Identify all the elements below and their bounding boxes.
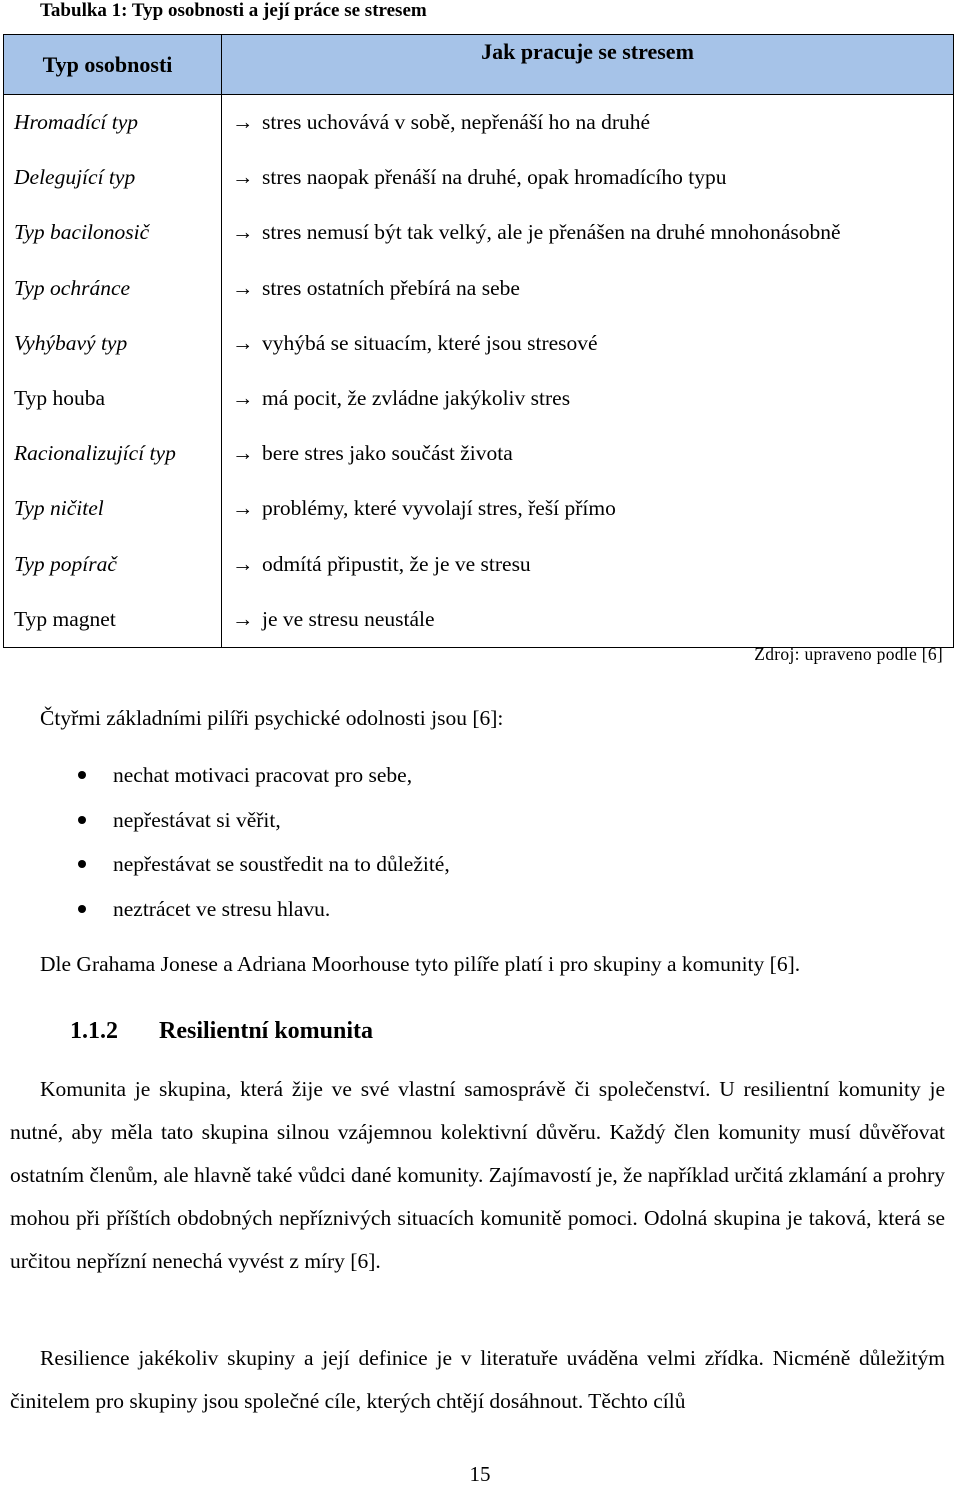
stress-description: má pocit, že zvládne jakýkoliv stres (262, 386, 571, 411)
personality-type-cell: Typ ochránce (4, 261, 222, 316)
pillars-intro: Čtyřmi základními pilíři psychické odolnosti jsou [6]: (40, 706, 504, 730)
stress-description: stres naopak přenáší na druhé, opak hromadícího typu (262, 165, 727, 190)
table-row (4, 95, 954, 151)
bullet-icon (78, 771, 86, 779)
arrow-right-icon: → (232, 110, 254, 135)
arrow-right-icon: → (232, 220, 254, 245)
stress-description: bere stres jako součást života (262, 441, 513, 466)
stress-description: je ve stresu neustále (262, 606, 435, 631)
table-row (4, 537, 954, 592)
stress-description: stres uchovává v sobě, nepřenáší ho na druhé (262, 110, 651, 135)
personality-type-cell: Typ magnet (4, 592, 222, 648)
section-title: Resilientní komunita (159, 1018, 374, 1044)
stress-description: vyhýbá se situacím, které jsou stresové (262, 330, 598, 355)
arrow-right-icon: → (232, 551, 254, 576)
table-source: Zdroj: upraveno podle [6] (754, 644, 943, 664)
pillars-conclusion: Dle Grahama Jonese a Adriana Moorhouse tyto pilíře platí i pro skupiny a komunity [6]. (40, 952, 801, 976)
personality-type-cell: Vyhýbavý typ (4, 316, 222, 371)
personality-type-cell: Typ houba (4, 371, 222, 426)
table-row (4, 481, 954, 536)
stress-handling-cell (222, 371, 954, 426)
list-item: nepřestávat se soustředit na to důležité, (113, 851, 450, 877)
page-number: 15 (469, 1462, 491, 1486)
table-caption: Tabulka 1: Typ osobnosti a její práce se stresem (40, 0, 427, 21)
table-row (4, 205, 954, 260)
arrow-right-icon: → (232, 606, 254, 631)
personality-type-cell: Delegující typ (4, 150, 222, 205)
table-row (4, 150, 954, 205)
stress-handling-cell (222, 316, 954, 371)
stress-handling-cell (222, 481, 954, 536)
table-row (4, 592, 954, 648)
stress-handling-cell (222, 261, 954, 316)
personality-type-cell: Typ ničitel (4, 481, 222, 536)
stress-description: problémy, které vyvolají stres, řeší přímo (262, 496, 616, 521)
header-personality-type: Typ osobnosti (4, 35, 222, 95)
table-header-row (4, 35, 954, 95)
stress-handling-cell (222, 205, 954, 260)
arrow-right-icon: → (232, 496, 254, 521)
bullet-icon (78, 816, 86, 824)
personality-type-cell: Hromadící typ (4, 95, 222, 151)
personality-type-cell: Racionalizující typ (4, 426, 222, 481)
list-item: nepřestávat si věřit, (113, 807, 281, 833)
table-row (4, 261, 954, 316)
bullet-icon (78, 905, 86, 913)
stress-description: stres ostatních přebírá na sebe (262, 275, 520, 300)
stress-description: stres nemusí být tak velký, ale je přenášen na druhé mnohonásobně (262, 220, 841, 245)
bullet-icon (78, 860, 86, 868)
paragraph-community: Komunita je skupina, která žije ve své vlastní samosprávě či společenství. U resilientní komunity je nutné, aby měla tato skupina silnou vzájemnou kolektivní důvěru. Každý člen komunity musí důvěřovat ostatním členům, ale hlavně také vůdci dané komunity. Zajímavostí je, že například určitá zklamání a prohry mohou při příštích obdobných nepříznivých situacích komunitě pomoci. Odolná skupina je taková, která se určitou nepřízní nenechá vyvést z míry [6]. (10, 1077, 945, 1273)
table-row (4, 426, 954, 481)
list-item: neztrácet ve stresu hlavu. (113, 896, 330, 922)
section-number: 1.1.2 (70, 1018, 118, 1044)
list-item: nechat motivaci pracovat pro sebe, (113, 762, 412, 788)
arrow-right-icon: → (232, 275, 254, 300)
table-row (4, 371, 954, 426)
stress-handling-cell (222, 150, 954, 205)
stress-handling-cell (222, 537, 954, 592)
stress-handling-cell (222, 426, 954, 481)
table-row (4, 316, 954, 371)
arrow-right-icon: → (232, 330, 254, 355)
stress-table (3, 34, 954, 648)
paragraph-resilience: Resilience jakékoliv skupiny a její definice je v literatuře uváděna velmi zřídka. Nicméně důležitým činitelem pro skupiny jsou společné cíle, kterých chtějí dosáhnout. Těchto cílů (10, 1346, 945, 1413)
stress-handling-cell (222, 95, 954, 151)
personality-type-cell: Typ bacilonosič (4, 205, 222, 260)
arrow-right-icon: → (232, 165, 254, 190)
stress-handling-cell (222, 592, 954, 648)
personality-type-cell: Typ popírač (4, 537, 222, 592)
arrow-right-icon: → (232, 441, 254, 466)
arrow-right-icon: → (232, 386, 254, 411)
header-stress-handling: Jak pracuje se stresem (222, 35, 954, 95)
stress-description: odmítá připustit, že je ve stresu (262, 551, 531, 576)
